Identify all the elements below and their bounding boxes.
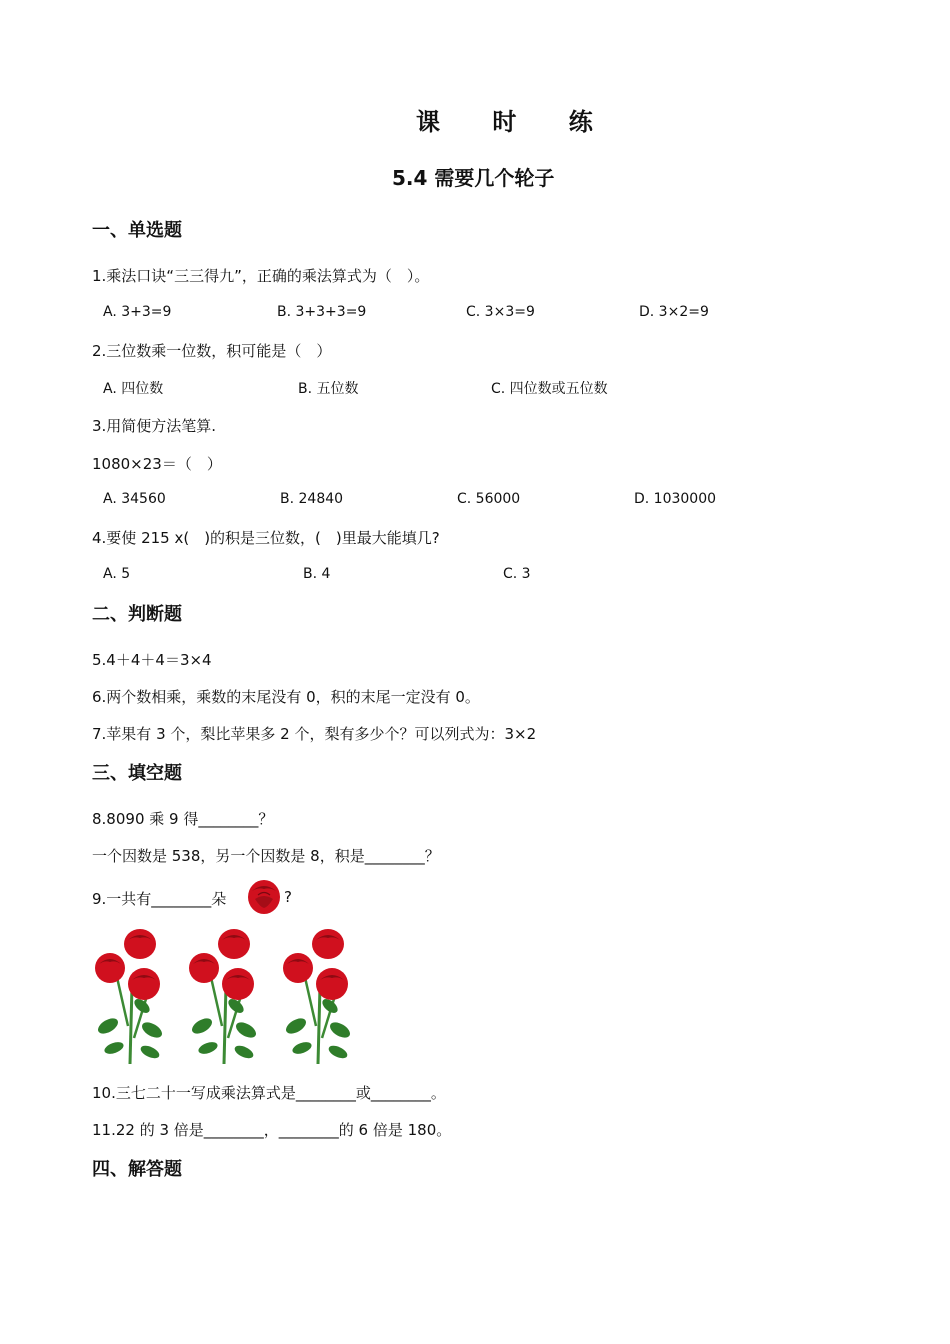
question-11: 11.22 的 3 倍是________，________的 6 倍是 180。	[92, 1121, 452, 1139]
question-2: 2.三位数乘一位数，积可能是（ ）	[92, 342, 332, 360]
question-3: 3.用简便方法笔算.	[92, 417, 217, 435]
q3-option-a: A. 34560	[103, 491, 166, 507]
section-heading-true-false: 二、判断题	[92, 604, 182, 625]
section-heading-problem-solving: 四、解答题	[92, 1159, 182, 1180]
q1-option-d: D. 3×2=9	[639, 304, 709, 320]
q3-option-d: D. 1030000	[634, 491, 717, 507]
section-heading-single-choice: 一、单选题	[92, 220, 182, 241]
q4-option-a: A. 5	[103, 566, 131, 582]
question-1: 1.乘法口诀“三三得九”，正确的乘法算式为（ ）。	[92, 267, 430, 285]
q1-option-c: C. 3×3=9	[466, 304, 535, 320]
q3-option-c: C. 56000	[457, 491, 521, 507]
q2-option-a: A. 四位数	[103, 381, 164, 397]
rose-bouquet-2	[186, 926, 268, 1066]
section-heading-fill-in: 三、填空题	[92, 763, 182, 784]
q1-option-b: B. 3+3+3=9	[277, 304, 367, 320]
question-8-sub: 一个因数是 538，另一个因数是 8，积是________？	[92, 847, 440, 865]
q2-option-c: C. 四位数或五位数	[491, 381, 608, 397]
question-10: 10.三七二十一写成乘法算式是________或________。	[92, 1084, 446, 1102]
question-5: 5.4＋4＋4＝3×4	[92, 651, 212, 669]
q4-option-b: B. 4	[303, 566, 331, 582]
lesson-subtitle: 5.4 需要几个轮子	[392, 166, 555, 190]
page-title: 课 时 练	[416, 108, 615, 136]
question-3-expression: 1080×23＝（ ）	[92, 455, 222, 473]
rose-icon	[246, 877, 282, 915]
question-4: 4.要使 215 x( )的积是三位数，( )里最大能填几?	[92, 529, 440, 547]
question-7: 7.苹果有 3 个，梨比苹果多 2 个，梨有多少个？可以列式为：3×2	[92, 725, 537, 743]
question-6: 6.两个数相乘，乘数的末尾没有 0，积的末尾一定没有 0。	[92, 688, 480, 706]
rose-bouquet-3	[280, 926, 362, 1066]
question-9-text: 9.一共有________朵	[92, 890, 227, 908]
q4-option-c: C. 3	[503, 566, 531, 582]
question-9-mark: ?	[284, 888, 292, 906]
question-8: 8.8090 乘 9 得________？	[92, 810, 274, 828]
q3-option-b: B. 24840	[280, 491, 344, 507]
q1-option-a: A. 3+3=9	[103, 304, 172, 320]
rose-bouquet-1	[92, 926, 174, 1066]
q2-option-b: B. 五位数	[298, 381, 359, 397]
